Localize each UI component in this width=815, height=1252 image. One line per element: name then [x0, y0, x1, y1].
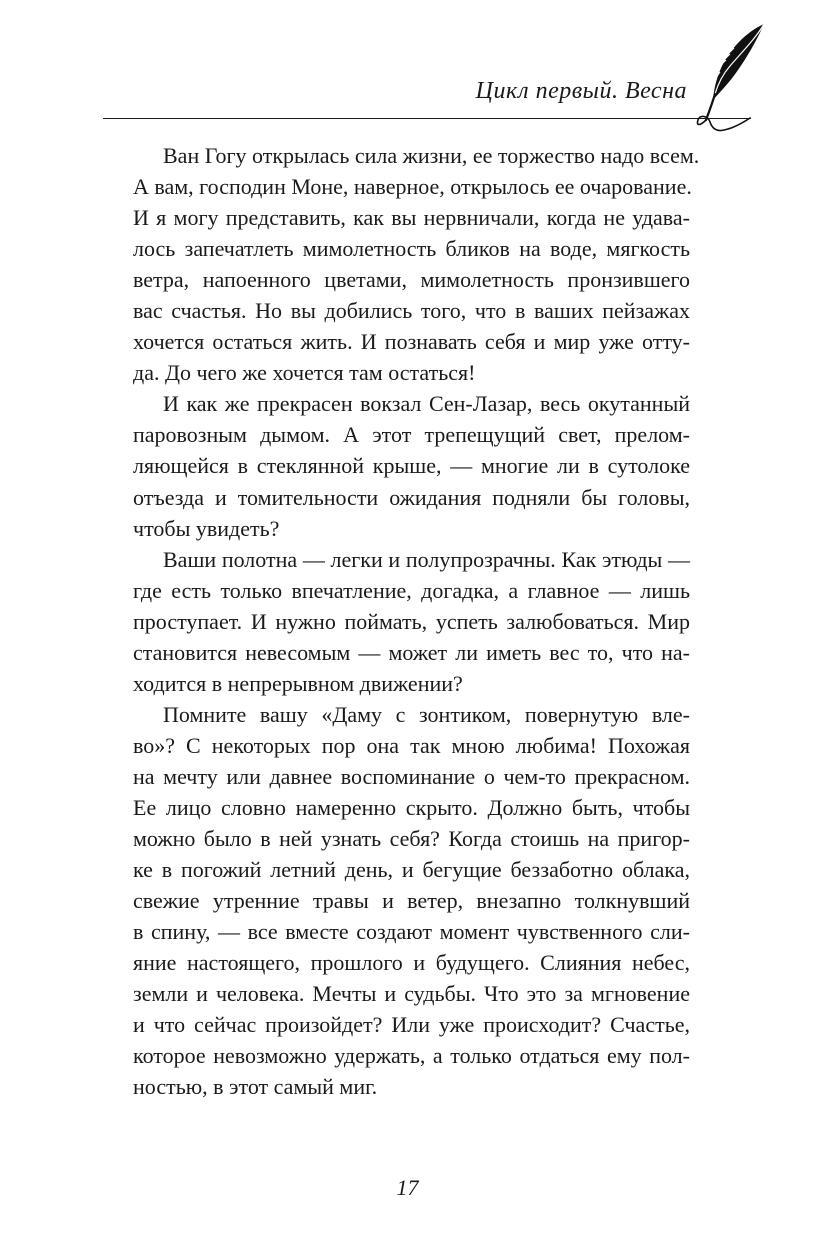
header-rule	[103, 118, 751, 119]
text-line: ностью, в этот самый миг.	[133, 1074, 378, 1100]
text-line: Помните вашу «Даму с зонтиком, повернутую вле-	[163, 701, 690, 727]
text-line: яние настоящего, прошлого и будущего. Слияния небес,	[133, 950, 690, 976]
paragraph-3	[103, 544, 690, 699]
text-line: И как же прекрасен вокзал Сен-Лазар, весь окутанный	[163, 391, 690, 417]
text-line: паровозным дымом. А этот трепещущий свет, прелом-	[133, 422, 690, 448]
text-line: становится невесомым — может ли иметь вес то, что на-	[133, 639, 690, 665]
text-line: ляющейся в стеклянной крыше, — многие ли в сутолоке	[133, 453, 690, 479]
text-line: да. До чего же хочется там остаться!	[133, 360, 476, 386]
text-line: Ван Гогу открылась сила жизни, ее торжество надо всем.	[163, 143, 700, 168]
text-line: можно было в ней узнать себя? Когда стоишь на пригор-	[133, 826, 690, 852]
text-line: ветра, напоенного цветами, мимолетность пронзившего	[133, 267, 690, 293]
text-line: земли и человека. Мечты и судьбы. Что это за мгновение	[133, 981, 690, 1007]
paragraph-2	[103, 388, 690, 543]
text-line: И я могу представить, как вы нервничали, когда не удава-	[133, 205, 690, 231]
page-number: 17	[396, 1175, 419, 1200]
text-line: и что сейчас произойдет? Или уже происходит? Счастье,	[133, 1012, 690, 1038]
text-line: в спину, — все вместе создают момент чувственного сли-	[133, 919, 690, 945]
text-line: проступает. И нужно поймать, успеть залюбоваться. Мир	[133, 608, 690, 634]
paragraph-4	[103, 699, 690, 1103]
text-line: хочется остаться жить. И познавать себя и мир уже отту-	[133, 329, 690, 355]
text-line: чтобы увидеть?	[133, 515, 280, 541]
text-line: свежие утренние травы и ветер, внезапно толкнувший	[133, 888, 690, 914]
running-header-title: Цикл первый. Весна	[475, 78, 687, 104]
text-line: которое невозможно удержать, а только отдаться ему пол-	[133, 1043, 690, 1069]
text-line: Ее лицо словно намеренно скрыто. Должно быть, чтобы	[133, 794, 690, 820]
text-line: ходится в непрерывном движении?	[133, 670, 463, 696]
text-line: лось запечатлеть мимолетность бликов на воде, мягкость	[133, 236, 690, 262]
text-line: на мечту или давнее воспоминание о чем-то прекрасном.	[133, 763, 690, 789]
text-line: во»? С некоторых пор она так мною любима! Похожая	[133, 732, 690, 758]
text-line: вас счастья. Но вы добились того, что в ваших пейзажах	[133, 298, 690, 324]
text-line: А вам, господин Моне, наверное, открылось ее очарование.	[133, 174, 692, 200]
text-line: ке в погожий летний день, и бегущие беззаботно облака,	[133, 857, 690, 883]
body-text	[103, 140, 700, 1102]
text-line: отъезда и томительности ожидания подняли бы головы,	[133, 484, 690, 510]
paragraph-1	[103, 140, 700, 388]
text-line: где есть только впечатление, догадка, а главное — лишь	[133, 577, 690, 603]
text-line: Ваши полотна — легки и полупрозрачны. Как этюды —	[163, 546, 690, 572]
